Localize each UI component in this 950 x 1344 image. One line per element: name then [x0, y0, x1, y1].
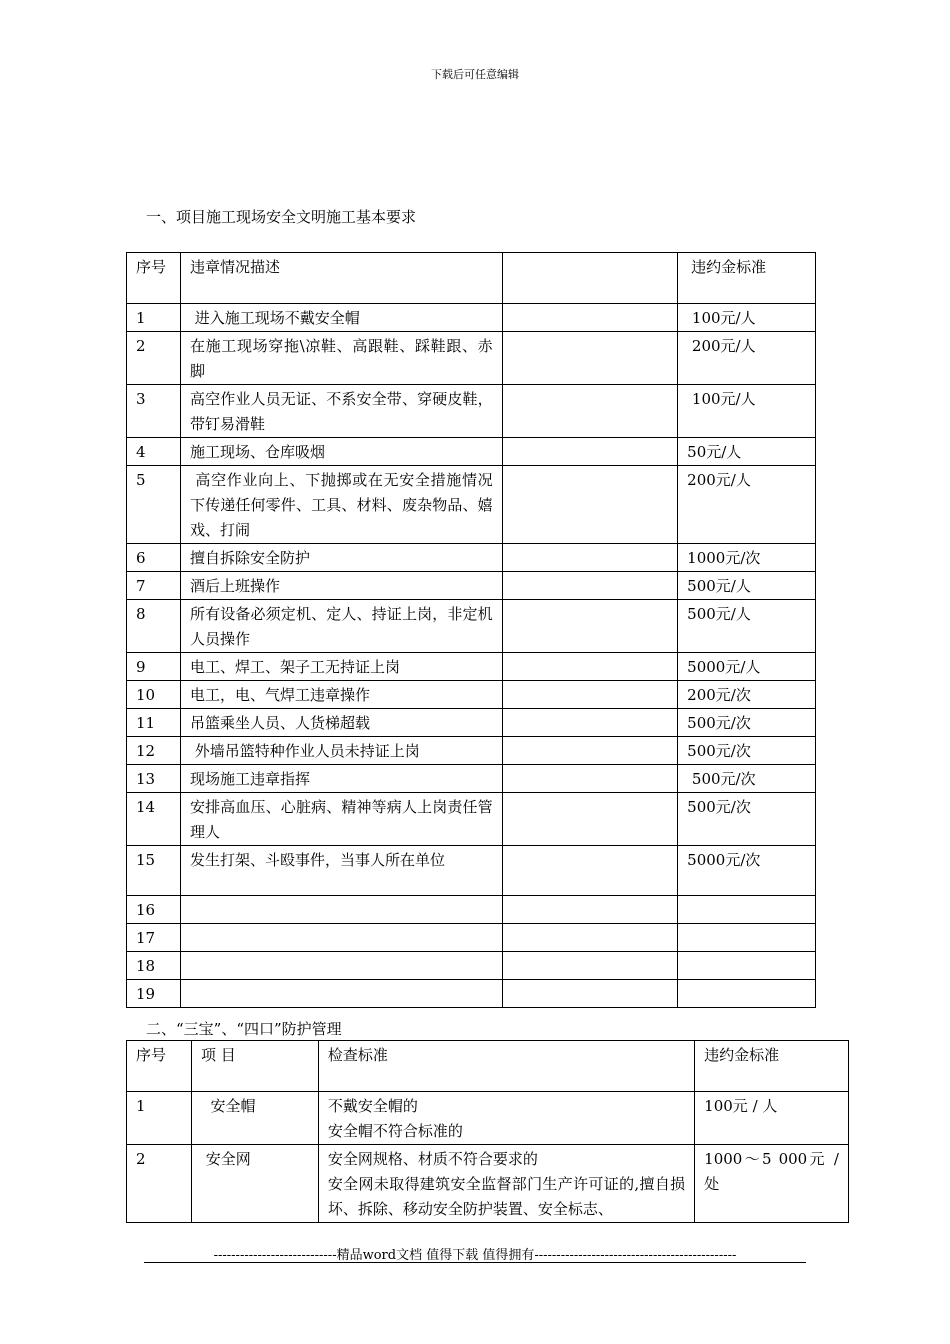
item-cell: 安全网	[191, 1145, 318, 1223]
empty-cell	[502, 709, 677, 737]
row-number: 19	[127, 980, 181, 1008]
fine-cell: 500元/人	[678, 600, 816, 653]
row-number: 2	[127, 1145, 192, 1223]
violation-desc: 高空作业人员无证、不系安全带、穿硬皮鞋，带钉易滑鞋	[180, 385, 502, 438]
table-row	[127, 737, 816, 765]
table-row	[127, 544, 816, 572]
violation-desc: 在施工现场穿拖\凉鞋、高跟鞋、踩鞋跟、赤脚	[180, 332, 502, 385]
empty-cell	[502, 385, 677, 438]
table-row	[127, 653, 816, 681]
empty-cell	[502, 793, 677, 846]
row-number: 15	[127, 846, 181, 896]
table-row	[127, 438, 816, 466]
row-number: 1	[127, 304, 181, 332]
fine-cell: 1000元/次	[678, 544, 816, 572]
row-number: 13	[127, 765, 181, 793]
table-row	[127, 466, 816, 544]
table-row	[127, 332, 816, 385]
row-number: 6	[127, 544, 181, 572]
item-cell: 安全帽	[191, 1092, 318, 1145]
table-row	[127, 385, 816, 438]
section1-title: 一、项目施工现场安全文明施工基本要求	[146, 208, 417, 226]
violation-table	[126, 252, 816, 1008]
table-row	[127, 572, 816, 600]
fine-cell: 500元/次	[678, 737, 816, 765]
row-number: 4	[127, 438, 181, 466]
standard-line: 不戴安全帽的	[327, 1097, 418, 1115]
violation-desc: 施工现场、仓库吸烟	[180, 438, 502, 466]
empty-cell	[502, 924, 677, 952]
empty-cell	[502, 896, 677, 924]
table-row	[127, 765, 816, 793]
empty-cell	[502, 572, 677, 600]
violation-desc	[180, 924, 502, 952]
empty-cell	[502, 653, 677, 681]
empty-cell	[502, 304, 677, 332]
fine-cell: 200元/人	[678, 332, 816, 385]
row-number: 8	[127, 600, 181, 653]
header-cell: 违章情况描述	[180, 253, 502, 304]
violation-desc: 现场施工违章指挥	[180, 765, 502, 793]
row-number: 11	[127, 709, 181, 737]
violation-desc: 所有设备必须定机、定人、持证上岗，非定机人员操作	[180, 600, 502, 653]
fine-cell	[678, 980, 816, 1008]
empty-cell	[502, 952, 677, 980]
fine-cell: 50元/人	[678, 438, 816, 466]
fine-cell: 1000～5 000元 / 处	[695, 1145, 849, 1223]
violation-desc: 进入施工现场不戴安全帽	[180, 304, 502, 332]
empty-cell	[502, 980, 677, 1008]
standard-line: 安全帽不符合标准的	[327, 1122, 463, 1140]
empty-cell	[502, 846, 677, 896]
row-number: 2	[127, 332, 181, 385]
fine-cell	[678, 924, 816, 952]
footer-divider	[144, 1262, 806, 1263]
table-row	[127, 1092, 849, 1145]
table-row	[127, 600, 816, 653]
table-row	[127, 709, 816, 737]
header-cell: 项 目	[191, 1041, 318, 1092]
row-number: 14	[127, 793, 181, 846]
row-number: 5	[127, 466, 181, 544]
table-row	[127, 304, 816, 332]
row-number: 10	[127, 681, 181, 709]
violation-desc: 安排高血压、心脏病、精神等病人上岗责任管理人	[180, 793, 502, 846]
standard-cell	[318, 1145, 694, 1223]
empty-cell	[502, 438, 677, 466]
violation-desc: 高空作业向上、下抛掷或在无安全措施情况下传递任何零件、工具、材料、废杂物品、嬉戏、打闹	[180, 466, 502, 544]
empty-cell	[502, 681, 677, 709]
fine-cell: 500元/次	[678, 709, 816, 737]
section2-title: 二、“三宝”、“四口”防护管理	[146, 1020, 342, 1038]
fine-cell: 5000元/人	[678, 653, 816, 681]
table-row	[127, 1145, 849, 1223]
empty-cell	[502, 737, 677, 765]
fine-cell: 500元/次	[678, 793, 816, 846]
violation-desc: 擅自拆除安全防护	[180, 544, 502, 572]
violation-desc: 发生打架、斗殴事件，当事人所在单位	[180, 846, 502, 896]
header-cell: 检查标准	[318, 1041, 694, 1092]
fine-cell: 200元/人	[678, 466, 816, 544]
empty-cell	[502, 466, 677, 544]
violation-desc: 电工，电、气焊工违章操作	[180, 681, 502, 709]
row-number: 7	[127, 572, 181, 600]
table-row	[127, 846, 816, 896]
table-row	[127, 793, 816, 846]
row-number: 3	[127, 385, 181, 438]
header-cell: 违约金标准	[695, 1041, 849, 1092]
row-number: 17	[127, 924, 181, 952]
fine-cell	[678, 952, 816, 980]
violation-desc	[180, 952, 502, 980]
empty-cell	[502, 544, 677, 572]
page-footer: ----------------------------精品word文档 值得下载 值得拥有----------------------------------------------	[213, 1248, 737, 1263]
fine-cell	[678, 896, 816, 924]
violation-desc: 外墙吊篮特种作业人员未持证上岗	[180, 737, 502, 765]
fine-cell: 100元 / 人	[695, 1092, 849, 1145]
empty-cell	[502, 600, 677, 653]
empty-cell	[502, 765, 677, 793]
table-row	[127, 952, 816, 980]
header-cell: 违约金标准	[678, 253, 816, 304]
empty-cell	[502, 332, 677, 385]
header-cell	[502, 253, 677, 304]
fine-cell: 500元/次	[678, 765, 816, 793]
table-row	[127, 924, 816, 952]
table-header-row	[127, 1041, 849, 1092]
standard-cell	[318, 1092, 694, 1145]
fine-cell: 100元/人	[678, 385, 816, 438]
standard-line: 安全网未取得建筑安全监督部门生产许可证的,擅自损坏、拆除、移动安全防护装置、安全标志、	[327, 1175, 686, 1218]
fine-cell: 500元/人	[678, 572, 816, 600]
row-number: 18	[127, 952, 181, 980]
header-cell: 序号	[127, 253, 181, 304]
table-row	[127, 681, 816, 709]
table-row	[127, 980, 816, 1008]
page-header: 下载后可任意编辑	[431, 68, 519, 81]
violation-desc: 吊篮乘坐人员、人货梯超载	[180, 709, 502, 737]
fine-cell: 100元/人	[678, 304, 816, 332]
violation-desc: 酒后上班操作	[180, 572, 502, 600]
table-row	[127, 896, 816, 924]
table-header-row	[127, 253, 816, 304]
row-number: 9	[127, 653, 181, 681]
standard-line: 安全网规格、材质不符合要求的	[327, 1150, 538, 1168]
violation-desc	[180, 896, 502, 924]
violation-desc	[180, 980, 502, 1008]
violation-desc: 电工、焊工、架子工无持证上岗	[180, 653, 502, 681]
row-number: 1	[127, 1092, 192, 1145]
row-number: 12	[127, 737, 181, 765]
fine-cell: 200元/次	[678, 681, 816, 709]
fine-cell: 5000元/次	[678, 846, 816, 896]
row-number: 16	[127, 896, 181, 924]
header-cell: 序号	[127, 1041, 192, 1092]
protection-table	[126, 1040, 849, 1223]
